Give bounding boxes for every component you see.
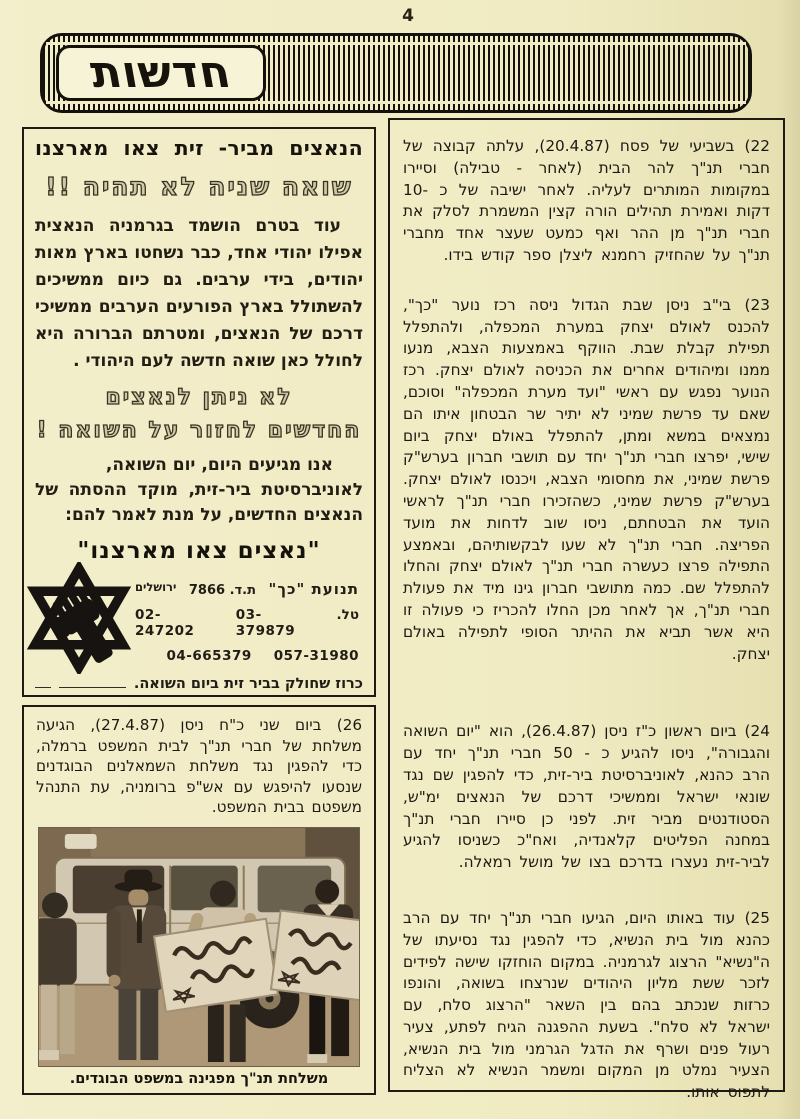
phone-number: 02-247202 [135, 607, 195, 639]
photo-caption: משלחת תנ"ך מפגינה במשפט הבוגדים. [69, 1070, 329, 1087]
flyer-body-paragraph: עוד בטרם הושמד בגרמניה הנאצית אפילו יהודי אחד, כבר נשחטו בארץ מאות יהודים, בידי ערבים. גם כיום ממשיכים להשתולל בארץ הפורעים הערבים ממשיכי דרכם של הנאצים, ומטרתם הברורה היא לחולל כאן שואה חדשה לעם היהודי . [35, 216, 363, 371]
news-column-box [388, 118, 785, 1102]
masthead-title-box [56, 45, 266, 101]
flyer-caption: כרוז שחולק בביר זית ביום השואה. [133, 676, 363, 692]
flyer-contact-block [135, 580, 363, 664]
star-of-david-fist-icon [23, 562, 135, 674]
org-address-line [135, 580, 359, 598]
flyer-caption-row [35, 676, 363, 692]
page-number: 4 [402, 6, 414, 26]
flyer-call-line-1: אנו מגיעים היום, יום השואה, [105, 455, 333, 475]
phone-number: 03-379879 [235, 607, 296, 639]
org-movement-name: תנועת "כך" [268, 580, 359, 598]
flyer-display-line-1: שואה שניה לא תהיה !! [45, 172, 353, 201]
phone-number: 04-665379 [166, 648, 252, 664]
news-item-25: 25) עוד באותו היום, הגיעו חברי תנ"ך יחד עם הרב כהנא מול בית הנשיא, כדי להפגין נגד נסיעתו של ה"נשיא" הרצוג לגרמניה. במקום הוחזקו שישה לפידים לזכר ששת מליון היהודים שנרצחו בשואה, והונפו כרזות שנכתב בהם בין השאר "הרצוג סלח, עם ישראל לא סלח". בשעת ההפגנה הגיח לפתע, צעיר רעול פנים ושרף את הדגל הגרמני מול בית הנשיא, הצעיר נמלט מן המקום ומשמר הנשיא לא הצליח לתפוס אותו. [403, 908, 770, 1102]
caption-rule [59, 687, 126, 688]
tel-label: טל. [336, 607, 359, 623]
phone-row-2 [135, 648, 359, 664]
protest-photo [38, 827, 360, 1067]
flyer-display-line-2: לא ניתן לנאצים [105, 385, 293, 410]
masthead-banner [40, 33, 752, 113]
news-item-24: 24) ביום ראשון כ"ז ניסן (26.4.87), הוא "יום השואה והגבורה", ניסו להגיע כ - 50 חברי תנ"ך יחד עם הרב כהנא, לאוניברסיטת ביר-זית, כדי להפגין שם נגד שונאי ישראל וממשיכי דרכם של הנאצים ימ"ש, הסטודנטים מביר זית. לפני כן סיירו חברי תנ"ך במחנה הפליטים קלאנדיה, ואח"כ כשניסו להגיע לביר-זית נעצרו בדרכם בצו של מושל רמאלה. [403, 722, 770, 872]
news-item-26: 26) ביום שני כ"ח ניסן (27.4.87), הגיעה משלחת של חברי תנ"ך לבית המשפט ברמלה, כדי להפגין נגד משלחת השמאלנים הבוגדנים שנסעו להיפגש עם אש"פ ברומניה, עת התנהל משפטם בבית המשפט. [36, 716, 363, 816]
org-pob: ת.ד. 7866 [188, 583, 257, 598]
flyer-headline: הנאצים מביר- זית צאו מארצנו [35, 136, 363, 160]
flyer-contact-row [35, 570, 363, 674]
flyer-call-line-2: לאוניברסיטת ביר-זית, מוקד ההסתה של [35, 480, 363, 500]
masthead-title: חדשות [86, 47, 236, 98]
report-box [22, 705, 376, 1095]
flyer-display-line-3: החדשים לחזור על השואה ! [36, 418, 362, 443]
org-city: ירושלים [135, 580, 177, 594]
phone-row-1 [135, 607, 359, 639]
flyer-call-line-3: הנאצים החדשים, על מנת לאמר להם: [65, 505, 363, 525]
flyer-slogan-quote: "נאצים צאו מארצנו" [77, 538, 321, 564]
flyer-box [22, 127, 376, 697]
phone-number: 057-31980 [273, 648, 359, 664]
news-item-22: 22) בשביעי של פסח (20.4.87), עלתה קבוצה של חברי תנ"ך להר הבית (לאחר - טבילה) וסיירו במקומות המותרים לעליה. לאחר ישיבה של כ -10 דקות ואמירת תהילים הורה קצין המשמרת לסלק את חברי תנ"ך מן ההר ואף כמעט שעצר אחד מחברי תנ"ך על שהחזיק רחמנא ליצלן ספר קודש בידו. [403, 137, 770, 264]
news-item-23: 23) בי"ב ניסן שבת הגדול ניסה רכז נוער "כך", להכנס לאולם יצחק במערת המכפלה, ולהתפלל תפילת קבלת שבת. הווקף באמצעות הצבא, מנעו ממנו ומיהודים אחרים את הכניסה לאולם יצחק. רכז הנוער נפגש עם ראשי "ועד מערת המכפלה" וסוכם, שאם עד פרשת שמיני לא יתיר שר הבטחון איתו הם נמצאים במשא ומתן, להתפלל באולם יצחק ביום שישי, יפרצו חברי תנ"ך יחד עם תושבי חברון בערש"ק פרשת שמיני, את מחסומי הצבא, ויכנסו לאולם יצחק. בערש"ק פרשת שמיני, כשהזכירו חברי תנ"ך לראשי הועד את הבטחתם, ניסו שוב לדחות את מועד הפריצה. חברי תנ"ך לא שעו לבקשותיהם, ובאמצע התפילה פרצו כעשרה חברי תנ"ך לאולם יצחק והחלו להתפלל שם. כמה מתושבי חברון גינו מיד את פעולת חברי תנ"ך, אך לאחר מכן החלו להכריז כי פעולה זו היא אשר תביא את ההיתר הסופי לתפילה באולם יצחק. [403, 295, 770, 663]
caption-rule-end [35, 687, 51, 688]
